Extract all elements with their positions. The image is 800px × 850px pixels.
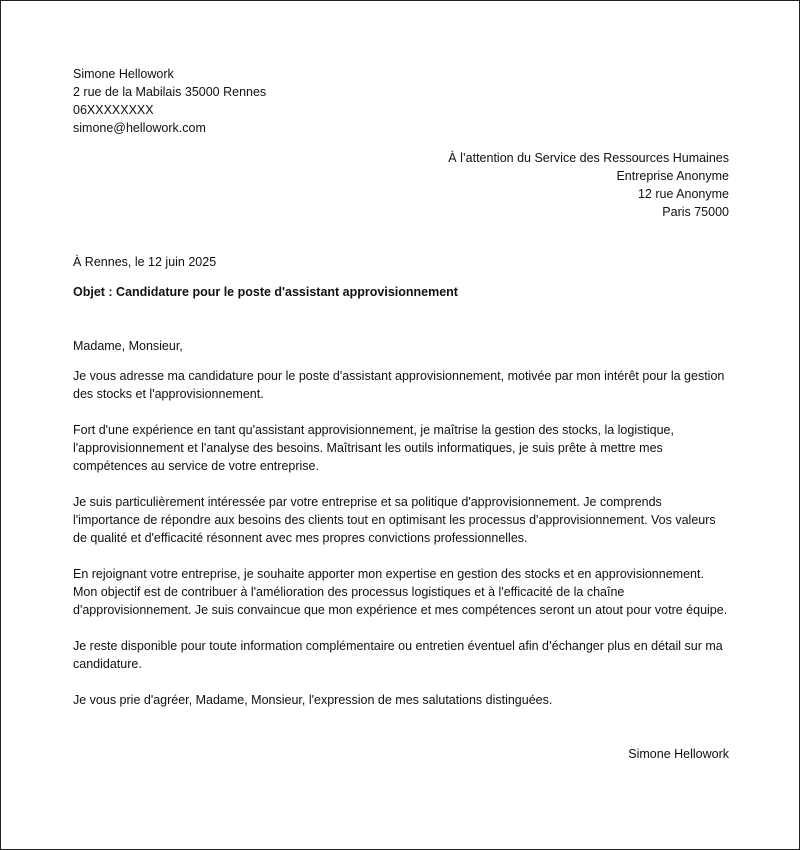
- sender-name: Simone Hellowork: [73, 67, 174, 81]
- subject-line: Objet : Candidature pour le poste d'assistant approvisionnement: [73, 285, 458, 299]
- recipient-block: [73, 149, 729, 221]
- closing-paragraph: Je vous prie d'agréer, Madame, Monsieur, l'expression de mes salutations distinguées.: [73, 693, 553, 707]
- body-paragraph: En rejoignant votre entreprise, je souhaite apporter mon expertise en gestion des stocks et en approvisionnement. Mon objectif est de contribuer à l'amélioration des processus logistiques et à l'efficacité de la chaîne d'approvisionnement. Je suis convaincue que mon expérience et mes compétences seront un atout pour votre équipe.: [73, 567, 728, 617]
- letter-content: [73, 65, 729, 763]
- body-paragraph: Fort d'une expérience en tant qu'assistant approvisionnement, je maîtrise la gestion des stocks, la logistique, l'approvisionnement et l'analyse des besoins. Maîtrisant les outils informatiques, je suis prête à mettre mes compétences au service de votre entreprise.: [73, 423, 674, 473]
- sender-address: 2 rue de la Mabilais 35000 Rennes: [73, 85, 267, 99]
- sender-email: simone@hellowork.com: [73, 121, 206, 135]
- body-paragraph: Je reste disponible pour toute information complémentaire ou entretien éventuel afin d’échanger plus en détail sur ma candidature.: [73, 639, 723, 671]
- body-paragraph: Je suis particulièrement intéressée par votre entreprise et sa politique d'approvisionnement. Je comprends l'importance de répondre aux besoins des clients tout en optimisant les processus d'approvisionnement. Vos valeurs de qualité et d'efficacité résonnent avec mes propres convictions professionnelles.: [73, 495, 716, 545]
- body-paragraph: Je vous adresse ma candidature pour le poste d'assistant approvisionnement, motivée par mon intérêt pour la gestion des stocks et l'approvisionnement.: [73, 369, 725, 401]
- salutation: Madame, Monsieur,: [73, 339, 183, 353]
- sender-block: [73, 65, 729, 137]
- recipient-city: Paris 75000: [662, 205, 729, 219]
- signature: Simone Hellowork: [628, 747, 729, 761]
- recipient-company: Entreprise Anonyme: [616, 169, 729, 183]
- date-line: À Rennes, le 12 juin 2025: [73, 255, 217, 269]
- recipient-street: 12 rue Anonyme: [637, 187, 729, 201]
- sender-phone: 06XXXXXXXX: [73, 103, 154, 117]
- recipient-attention: À l’attention du Service des Ressources Humaines: [448, 151, 729, 165]
